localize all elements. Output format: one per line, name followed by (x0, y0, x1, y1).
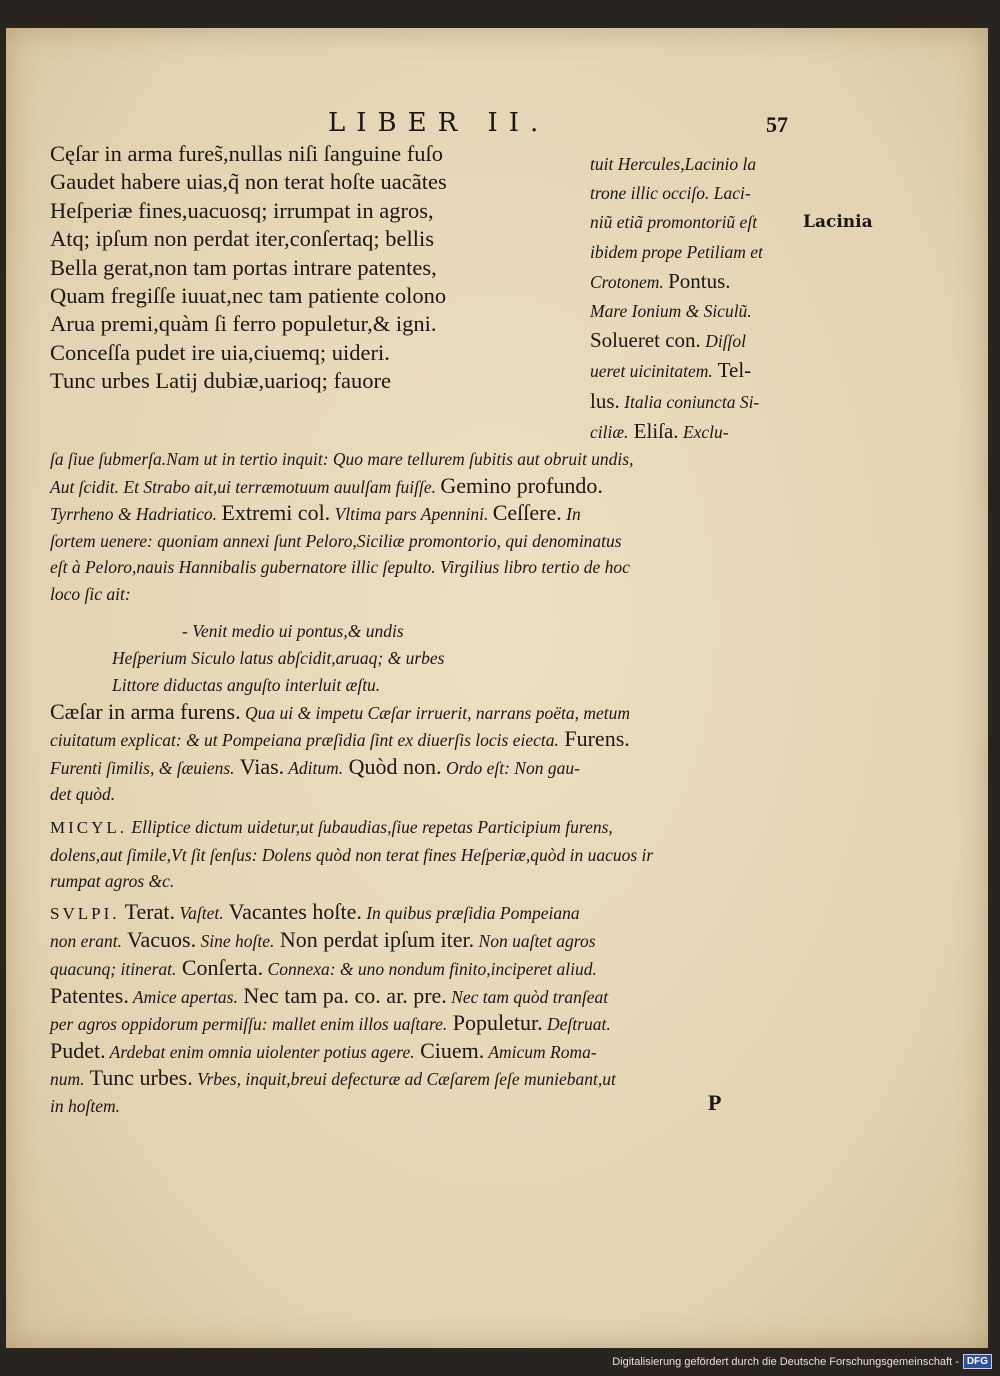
commentary-text-run: Vaſtet. (174, 902, 224, 923)
gloss-text: Italia coniuncta Si- (619, 391, 760, 412)
commentary-line (50, 814, 806, 842)
commentary-line (50, 726, 806, 754)
commentary-line: eſt à Peloro,nauis Hannibalis gubernatore illic ſepulto. Virgilius libro tertio de hoc (50, 557, 630, 578)
commentary-line (50, 1038, 806, 1066)
lemma: Extremi col. (221, 500, 331, 526)
commentary-text-run: Nec tam quòd tranſeat (446, 986, 609, 1007)
commentary-line (50, 927, 806, 955)
gloss-text: tuit Hercules,Lacinio la (590, 154, 757, 174)
gloss-text: Exclu- (678, 421, 729, 442)
gloss-lemma: Solueret con. (590, 328, 701, 353)
commentary-line: dolens,aut ſimile,Vt ſit ſenſus: Dolens quòd non terat fines Heſperiæ,quòd in uacuos ir (50, 844, 654, 865)
commentary-text-run: Vrbes, inquit,breui defecturæ ad Cæſarem ſeſe muniebant,ut (192, 1069, 616, 1090)
quote-line: Heſperium Siculo latus abſcidit,aruaq; & urbes (112, 647, 445, 668)
commentary-line: ſortem uenere: quoniam annexi ſunt Peloro,Siciliæ promontorio, qui denominatus (50, 530, 622, 551)
digitization-credit (612, 1354, 992, 1369)
commentary-line: ſa ſiue ſubmerſa.Nam ut in tertio inquit: Quo mare tellurem ſubitis aut obruit undis, (50, 449, 634, 469)
lemma: Pudet. (50, 1037, 106, 1063)
lemma: Terat. (119, 898, 175, 924)
gloss-line (590, 326, 804, 356)
gloss-text: Crotonem. (590, 271, 664, 292)
lemma: Conſerta. (176, 954, 264, 980)
lemma: Populetur. (447, 1010, 543, 1036)
gloss-text: ueret uicinitatem. (590, 361, 713, 382)
commentary-text-run: quacunq; itinerat. (50, 958, 177, 979)
commentary-text-run: Connexa: & uno nondum finito,inciperet aliud. (263, 958, 597, 979)
gloss-text: trone illic occiſo. Laci- (590, 183, 751, 204)
lemma: Gemino profundo. (440, 472, 603, 498)
commentary-text-run: In quibus præſidia Pompeiana (361, 902, 580, 923)
commentary-text-run: Non uaſtet agros (474, 931, 596, 952)
commentary-line: loco ſic ait: (50, 583, 131, 604)
gloss-line (590, 387, 804, 417)
side-note: Lacinia (803, 212, 873, 232)
lemma: Quòd non. (343, 753, 442, 779)
commentary-line (50, 955, 806, 983)
quote-line: Littore diductas anguſto interluit æſtu. (112, 674, 381, 695)
quote-line: - Venit medio ui pontus,& undis (182, 620, 404, 641)
commentary-text-run: Sine hoſte. (196, 931, 275, 952)
commentary-text-run: Furenti ſimilis, & ſæuiens. (50, 757, 235, 778)
lemma: Nec tam pa. co. ar. pre. (237, 982, 447, 1008)
signature-mark: P (708, 1090, 722, 1115)
gloss-line (590, 150, 804, 179)
verse-line: Gaudet habere uias,q̃ non terat hoſte uacãtes (50, 169, 447, 195)
lemma: Tunc urbes. (84, 1065, 193, 1091)
commentary-line: in hoſtem. (50, 1095, 120, 1116)
commentary-text-run: Aditum. (284, 757, 344, 778)
verse-line: Tunc urbes Latij dubiæ,uarioq; fauore (50, 368, 391, 394)
commentary-text-run: Ardebat enim omnia uiolenter potius agere. (105, 1041, 415, 1062)
lemma: Vacantes hoſte. (223, 898, 362, 924)
commentary-line (50, 699, 806, 727)
commentary-line: rumpat agros &c. (50, 871, 175, 892)
marginal-gloss (590, 150, 804, 447)
gloss-lemma: Tel- (712, 358, 752, 383)
commentary-text-run: Amicum Roma- (484, 1041, 597, 1062)
commentary-line (50, 983, 806, 1011)
credit-text: Digitalisierung gefördert durch die Deutsche Forschungsgemeinschaft - (612, 1355, 959, 1368)
commentary-text-run: Amice apertas. (128, 986, 238, 1007)
verse-line: Bella gerat,non tam portas intrare patentes, (50, 254, 437, 280)
gloss-line (590, 417, 804, 447)
verse-text (50, 140, 570, 396)
commentary-text-run: num. (50, 1069, 85, 1090)
commentary-line (50, 754, 806, 782)
commentary-line (50, 473, 806, 501)
gloss-line (590, 179, 804, 208)
commentary-text (50, 446, 806, 1119)
gloss-line (590, 208, 804, 237)
commentary-line (50, 899, 806, 928)
commentary-text-run: Deſtruat. (542, 1014, 611, 1035)
lemma: Ciuem. (414, 1037, 485, 1063)
gloss-line (590, 238, 804, 267)
lemma: Ceſſere. (492, 500, 562, 526)
gloss-line (590, 356, 804, 386)
commentary-text-run: non erant. (50, 931, 122, 952)
gloss-lemma: Pontus. (668, 268, 731, 293)
gloss-lemma: lus. (590, 388, 620, 413)
commentary-text-run: Ordo eſt: Non gau- (441, 757, 580, 778)
verse-line: Arua premi,quàm ſi ferro populetur,& igni. (50, 311, 437, 337)
verse-line: Heſperiæ fines,uacuosq; irrumpat in agros, (50, 197, 434, 223)
commentary-line (50, 1010, 806, 1038)
commentary-text-run: In (566, 504, 581, 525)
gloss-text: niũ etiã promontoriũ eſt (590, 212, 758, 233)
commentary-text-run: Vltima pars Apennini. (334, 504, 489, 525)
commentary-text-run: Tyrrheno & Hadriatico. (50, 504, 218, 525)
commentary-line (50, 1065, 806, 1093)
commentary-text-run: Elliptice dictum uidetur,ut ſubaudias,ſiue repetas Participium furens, (127, 816, 613, 837)
commentary-text-run: ciuitatum explicat: & ut Pompeiana præſidia ſint ex diuerſis locis eiecta. (50, 730, 559, 751)
verse-quotation (112, 618, 806, 699)
running-title: LIBER II. (328, 108, 550, 138)
gloss-text: Mare Ionium & Siculũ. (590, 301, 752, 322)
gloss-line (590, 297, 804, 326)
commentary-text-run: Qua ui & impetu Cæſar irruerit, narrans poëta, metum (240, 702, 630, 723)
dfg-logo: DFG (963, 1354, 992, 1369)
folio-number: 57 (766, 112, 788, 137)
gloss-text: ibidem prope Petiliam et (590, 241, 763, 262)
lemma: Non perdat ipſum iter. (274, 927, 475, 953)
verse-line: Quam fregiſſe iuuat,nec tam patiente colono (50, 283, 447, 309)
lemma: Cæſar in arma furens. (50, 698, 241, 724)
commentary-line (50, 500, 806, 528)
commentary-text-run: per agros oppidorum permiſſu: mallet enim illos uaſtare. (50, 1014, 448, 1035)
verse-line: Cęſar in arma fures̃,nullas niſi ſanguine fuſo (50, 141, 444, 166)
gloss-text: Diſſol (700, 331, 747, 352)
gloss-line (590, 267, 804, 297)
speaker-label: SVLPI. (50, 903, 120, 923)
gloss-text: ciliæ. (590, 421, 629, 442)
lemma: Vacuos. (121, 927, 197, 953)
speaker-label: MICYL. (50, 817, 128, 837)
lemma: Vias. (234, 753, 285, 779)
book-page (6, 28, 988, 1348)
lemma: Patentes. (50, 982, 129, 1008)
verse-line: Conceſſa pudet ire uia,ciuemq; uideri. (50, 339, 390, 365)
commentary-line: det quòd. (50, 784, 116, 805)
lemma: Furens. (558, 726, 630, 752)
gloss-lemma: Eliſa. (628, 418, 679, 443)
verse-line: Atq; ipſum non perdat iter,conſertaq; bellis (50, 226, 435, 252)
commentary-text-run: Aut ſcidit. Et Strabo ait,ui terræmotuum auulſam fuiſſe. (50, 476, 436, 497)
